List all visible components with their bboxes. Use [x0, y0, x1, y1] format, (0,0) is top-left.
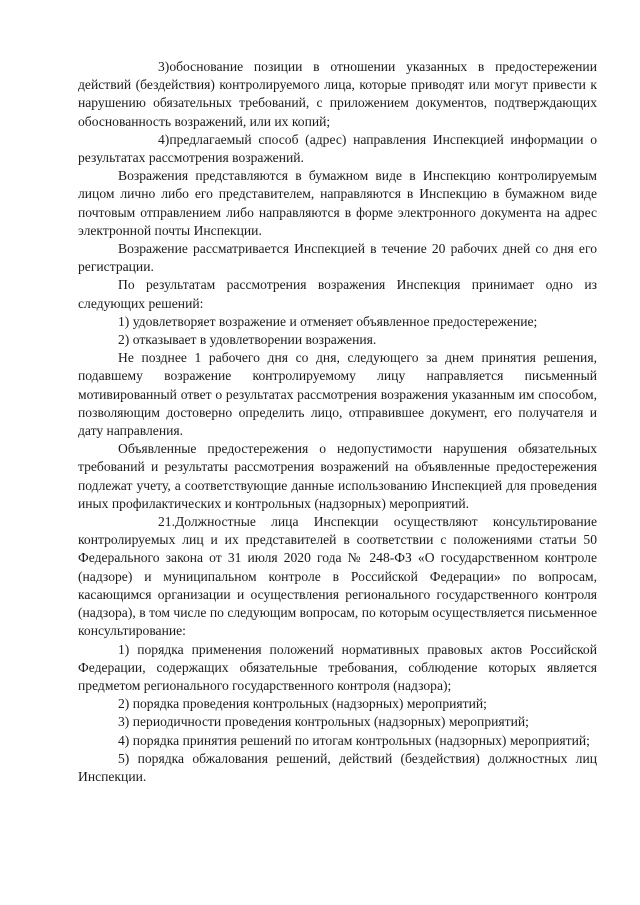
paragraph-consult-3 [78, 713, 597, 731]
paragraph-text: 1) порядка применения положений нормативных правовых актов Российской Федерации, содержащих обязательные требования, соблюдение которых является предметом регионального государственного контроля (надзора); [78, 641, 597, 693]
paragraph-section-21 [78, 513, 597, 640]
paragraph-text: предлагаемый способ (адрес) направления Инспекцией информации о результатах рассмотрения возражений. [78, 131, 597, 166]
paragraph-text: Объявленные предостережения о недопустимости нарушения обязательных требований и результаты рассмотрения возражений на объявленные предостережения подлежат учету, а соответствующие данные использованию Инспекцией для проведения иных профилактических и контрольных (надзорных) мероприятий. [78, 441, 597, 511]
paragraph-text: 3) периодичности проведения контрольных (надзорных) мероприятий; [118, 714, 529, 730]
paragraph-text: 2) порядка проведения контрольных (надзорных) мероприятий; [118, 696, 487, 712]
paragraph-text: 2) отказывает в удовлетворении возражения. [118, 332, 377, 348]
paragraph-text: 1) удовлетворяет возражение и отменяет объявленное предостережение; [118, 313, 538, 329]
paragraph-decision-2 [78, 331, 597, 349]
paragraph-objection-item-4 [78, 131, 597, 167]
paragraph-objection-item-3 [78, 58, 597, 131]
paragraph-warnings-accounting [78, 440, 597, 513]
paragraph-consult-4 [78, 732, 597, 750]
item-number: 4) [158, 131, 170, 147]
paragraph-consult-2 [78, 695, 597, 713]
item-number: 3) [158, 59, 170, 74]
paragraph-text: 4) порядка принятия решений по итогам контрольных (надзорных) мероприятий; [118, 732, 590, 748]
paragraph-text: Не позднее 1 рабочего дня со дня, следующего за днем принятия решения, подавшему возражение контролируемому лицу направляется письменный мотивированный ответ о результатах рассмотрения возражения указанным им способом, позволяющим достоверно определить лицо, отправившее документ, его получателя и дату направления. [78, 350, 597, 439]
paragraph-text: Возражения представляются в бумажном виде в Инспекцию контролируемым лицом лично либо его представителем, направляются в Инспекцию в бумажном виде почтовым отправлением либо направляются в форме электронного документа на адрес электронной почты Инспекции. [78, 168, 597, 238]
section-number: 21. [158, 514, 175, 530]
paragraph-objection-submission [78, 167, 597, 240]
paragraph-decision-1 [78, 313, 597, 331]
paragraph-text: 5) порядка обжалования решений, действий (бездействия) должностных лиц Инспекции. [78, 750, 597, 784]
paragraph-consult-5 [78, 750, 597, 786]
paragraph-text: обоснование позиции в отношении указанных в предостережении действий (бездействия) контролируемого лица, которые приводят или могут привести к нарушению обязательных требований, с приложением документов, подтверждающих обоснованность возражений, или их копий; [78, 59, 597, 129]
paragraph-decisions-intro [78, 276, 597, 312]
paragraph-response-deadline [78, 349, 597, 440]
paragraph-review-period [78, 240, 597, 276]
paragraph-text: Возражение рассматривается Инспекцией в течение 20 рабочих дней со дня его регистрации. [78, 241, 597, 275]
paragraph-text: По результатам рассмотрения возражения Инспекция принимает одно из следующих решений: [78, 277, 597, 311]
document-page [78, 58, 597, 786]
paragraph-text: Должностные лица Инспекции осуществляют консультирование контролируемых лиц и их представителей в соответствии с положениями статьи 50 Федерального закона от 31 июля 2020 года № 248-ФЗ «О государственном контроле (надзоре) и муниципальном контроле в Российской Федерации» по вопросам, касающимся организации и осуществления регионального государственного контроля (надзора), в том числе по следующим вопросам, по которым осуществляется письменное консультирование: [78, 514, 597, 639]
paragraph-consult-1 [78, 641, 597, 696]
